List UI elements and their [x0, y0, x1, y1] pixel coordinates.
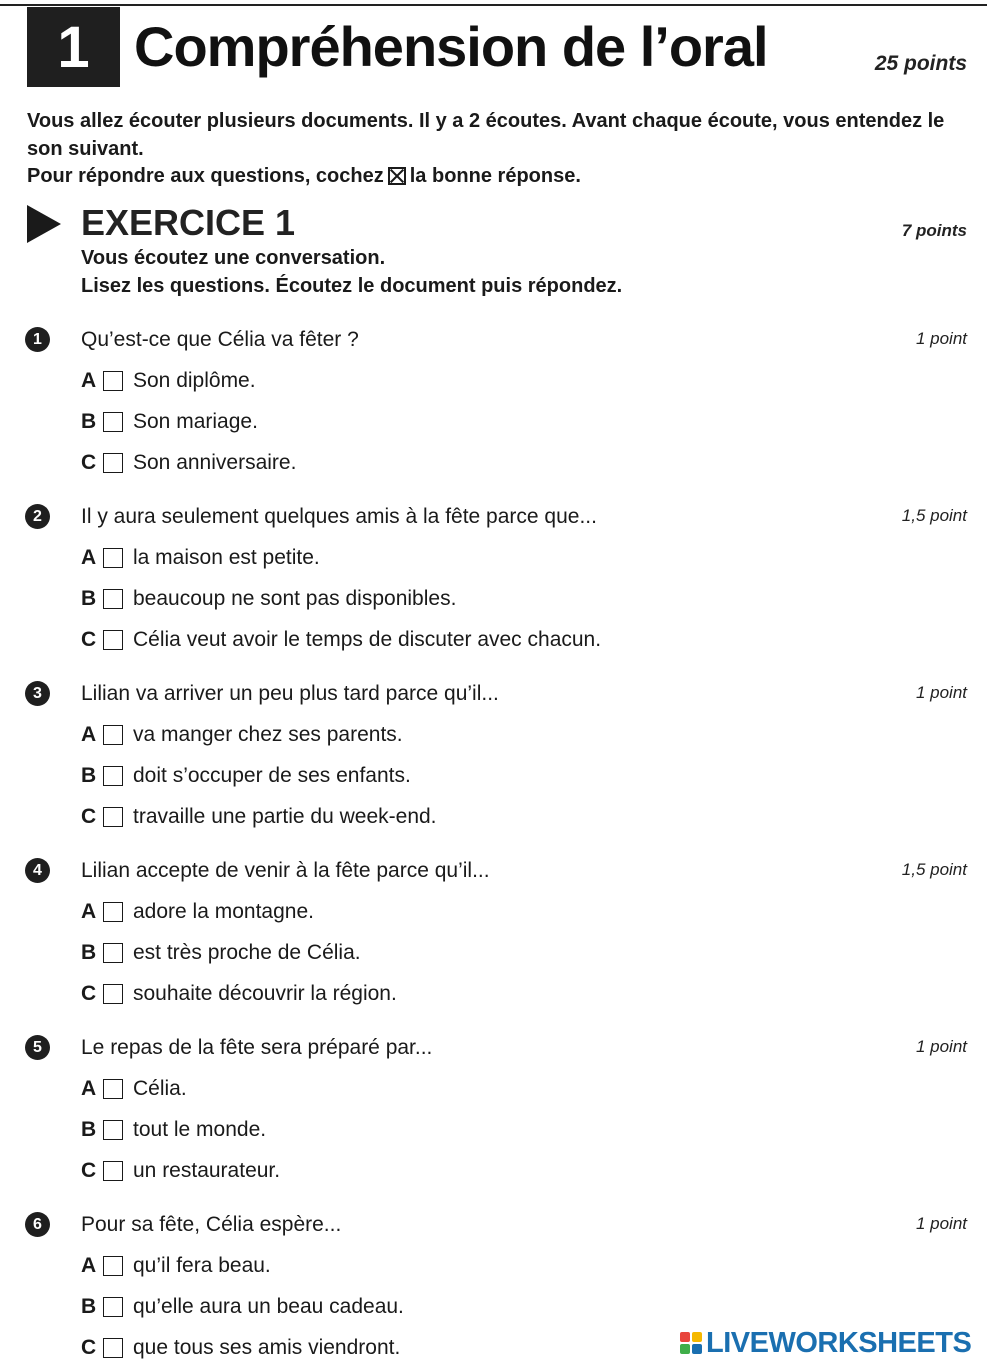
- option-text: Son anniversaire.: [133, 450, 297, 474]
- option-text: souhaite découvrir la région.: [133, 981, 397, 1005]
- option-letter: C: [81, 1158, 97, 1182]
- option-letter: A: [81, 368, 97, 392]
- answer-checkbox[interactable]: [103, 548, 123, 568]
- question-text: Le repas de la fête sera préparé par...: [81, 1036, 433, 1059]
- section-number: 1: [27, 7, 120, 87]
- answer-checkbox[interactable]: [103, 766, 123, 786]
- option-text: va manger chez ses parents.: [133, 722, 403, 746]
- checked-box-icon: [388, 167, 406, 185]
- question-text: Pour sa fête, Célia espère...: [81, 1213, 342, 1236]
- section-title: Compréhension de l’oral: [134, 15, 768, 78]
- option-letter: B: [81, 763, 97, 787]
- option-text: beaucoup ne sont pas disponibles.: [133, 586, 457, 610]
- answer-checkbox[interactable]: [103, 725, 123, 745]
- answer-option: [81, 1158, 280, 1183]
- option-letter: B: [81, 586, 97, 610]
- option-text: adore la montagne.: [133, 899, 314, 923]
- answer-checkbox[interactable]: [103, 1297, 123, 1317]
- logo-text: LIVEWORKSHEETS: [706, 1326, 972, 1359]
- question-text: Lilian accepte de venir à la fête parce qu’il...: [81, 859, 490, 882]
- intro-line-2: [27, 163, 972, 191]
- question-points: 1 point: [915, 329, 967, 348]
- option-text: Son diplôme.: [133, 368, 256, 392]
- question-points: 1 point: [915, 1037, 967, 1056]
- intro-line-1: Vous allez écouter plusieurs documents. Il y a 2 écoutes. Avant chaque écoute, vous entendez le son suivant.: [27, 110, 945, 160]
- option-letter: B: [81, 409, 97, 433]
- answer-checkbox[interactable]: [103, 943, 123, 963]
- exercise-title: EXERCICE 1: [81, 202, 296, 243]
- option-letter: A: [81, 545, 97, 569]
- option-text: est très proche de Célia.: [133, 940, 361, 964]
- answer-option: [81, 940, 361, 965]
- logo-square: [680, 1344, 690, 1354]
- answer-option: [81, 981, 397, 1006]
- intro-text: [27, 108, 972, 191]
- answer-checkbox[interactable]: [103, 371, 123, 391]
- answer-option: [81, 450, 296, 475]
- answer-option: [81, 409, 258, 434]
- question-points: 1 point: [915, 1214, 967, 1233]
- answer-option: [81, 1253, 271, 1278]
- question-number-badge: 5: [25, 1035, 50, 1060]
- answer-option: [81, 627, 601, 652]
- option-text: Célia veut avoir le temps de discuter avec chacun.: [133, 627, 602, 651]
- answer-option: [81, 804, 437, 829]
- answer-option: [81, 368, 256, 393]
- option-text: la maison est petite.: [133, 545, 320, 569]
- liveworksheets-logo: [680, 1327, 971, 1359]
- question-text: Qu’est-ce que Célia va fêter ?: [81, 328, 359, 351]
- top-rule: [0, 4, 987, 6]
- exercise-points: 7 points: [901, 221, 967, 240]
- answer-checkbox[interactable]: [103, 1079, 123, 1099]
- option-text: travaille une partie du week-end.: [133, 804, 437, 828]
- option-letter: B: [81, 940, 97, 964]
- answer-option: [81, 545, 320, 570]
- logo-square: [680, 1332, 690, 1342]
- section-points: 25 points: [874, 52, 967, 75]
- exercise-instructions: [81, 244, 622, 300]
- option-letter: C: [81, 981, 97, 1005]
- question-points: 1 point: [915, 683, 967, 702]
- option-letter: C: [81, 1335, 97, 1359]
- answer-option: [81, 586, 456, 611]
- option-text: que tous ses amis viendront.: [133, 1335, 401, 1359]
- answer-checkbox[interactable]: [103, 630, 123, 650]
- intro-line-2-after: la bonne réponse.: [409, 165, 581, 187]
- answer-option: [81, 763, 411, 788]
- option-text: qu’elle aura un beau cadeau.: [133, 1294, 404, 1318]
- answer-checkbox[interactable]: [103, 1161, 123, 1181]
- answer-checkbox[interactable]: [103, 1338, 123, 1358]
- intro-line-2-before: Pour répondre aux questions, cochez: [27, 165, 384, 187]
- question-points: 1,5 point: [901, 506, 967, 525]
- option-text: tout le monde.: [133, 1117, 267, 1141]
- option-letter: B: [81, 1294, 97, 1318]
- answer-checkbox[interactable]: [103, 453, 123, 473]
- option-letter: C: [81, 804, 97, 828]
- option-letter: C: [81, 627, 97, 651]
- answer-option: [81, 722, 403, 747]
- answer-option: [81, 899, 314, 924]
- answer-option: [81, 1294, 404, 1319]
- question-number-badge: 1: [25, 327, 50, 352]
- answer-checkbox[interactable]: [103, 902, 123, 922]
- option-letter: A: [81, 1253, 97, 1277]
- option-text: doit s’occuper de ses enfants.: [133, 763, 411, 787]
- option-letter: A: [81, 1076, 97, 1100]
- answer-checkbox[interactable]: [103, 412, 123, 432]
- logo-square: [692, 1344, 702, 1354]
- answer-checkbox[interactable]: [103, 1120, 123, 1140]
- question-number-badge: 2: [25, 504, 50, 529]
- question-text: Il y aura seulement quelques amis à la fête parce que...: [81, 505, 597, 528]
- option-letter: A: [81, 899, 97, 923]
- play-arrow-icon: [27, 205, 61, 243]
- answer-option: [81, 1117, 266, 1142]
- answer-checkbox[interactable]: [103, 1256, 123, 1276]
- option-letter: A: [81, 722, 97, 746]
- option-letter: C: [81, 450, 97, 474]
- option-text: un restaurateur.: [133, 1158, 281, 1182]
- answer-option: [81, 1335, 400, 1360]
- exercise-instruction-1: Vous écoutez une conversation.: [81, 247, 386, 269]
- answer-checkbox[interactable]: [103, 984, 123, 1004]
- answer-option: [81, 1076, 187, 1101]
- option-text: Célia.: [133, 1076, 187, 1100]
- option-text: qu’il fera beau.: [133, 1253, 271, 1277]
- answer-checkbox[interactable]: [103, 589, 123, 609]
- logo-square: [692, 1332, 702, 1342]
- question-number-badge: 3: [25, 681, 50, 706]
- answer-checkbox[interactable]: [103, 807, 123, 827]
- exercise-instruction-2: Lisez les questions. Écoutez le document puis répondez.: [81, 275, 623, 297]
- question-text: Lilian va arriver un peu plus tard parce qu’il...: [81, 682, 499, 705]
- question-points: 1,5 point: [901, 860, 967, 879]
- option-letter: B: [81, 1117, 97, 1141]
- option-text: Son mariage.: [133, 409, 258, 433]
- logo-grid-icon: [680, 1332, 702, 1354]
- question-number-badge: 4: [25, 858, 50, 883]
- question-number-badge: 6: [25, 1212, 50, 1237]
